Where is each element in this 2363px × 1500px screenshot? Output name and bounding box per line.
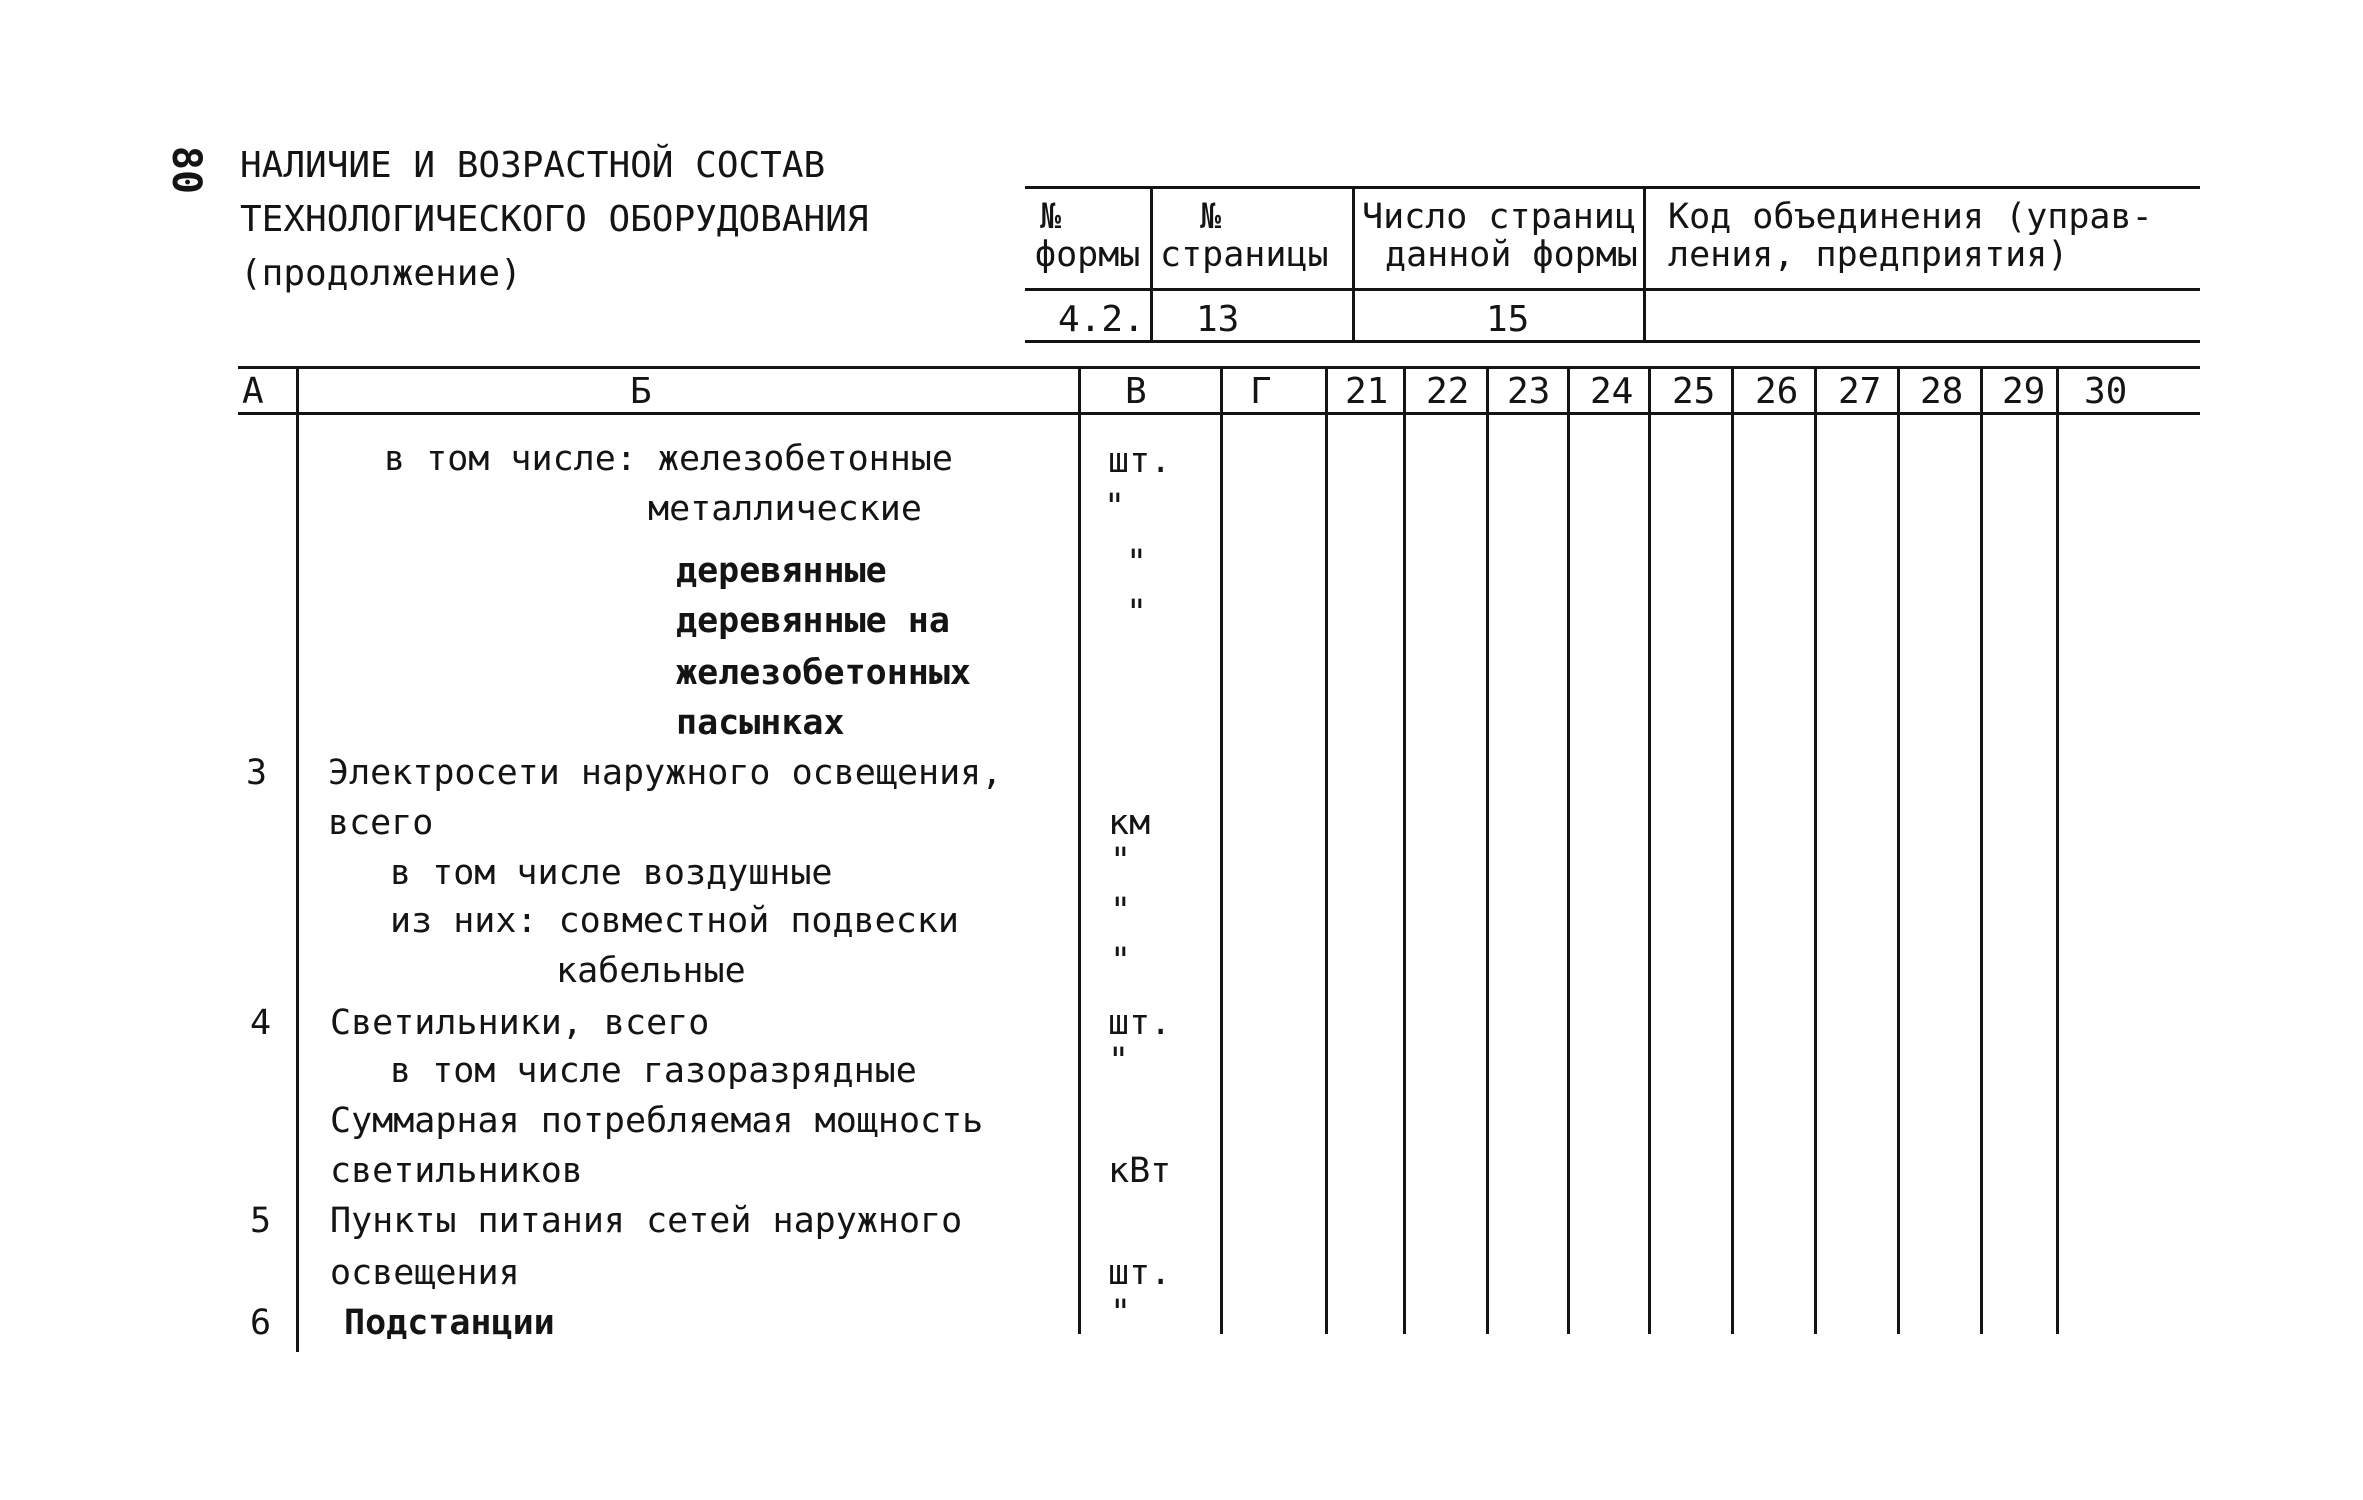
page-number: 80 <box>163 145 210 195</box>
org-code-label-1: Код объединения (управ- <box>1668 197 2153 237</box>
column-header-26: 26 <box>1755 371 1799 412</box>
column-header-22: 22 <box>1426 371 1470 412</box>
column-header-27: 27 <box>1838 371 1882 412</box>
column-header-21: 21 <box>1345 371 1389 412</box>
row-number: 3 <box>246 753 268 793</box>
column-header-v: В <box>1125 371 1147 412</box>
column-header-b: Б <box>630 371 652 412</box>
table-row-label: в том числе воздушные <box>390 853 833 893</box>
table-row-label: Светильники, всего <box>330 1003 710 1043</box>
title-line-3: (продолжение) <box>240 253 522 294</box>
table-row-label: освещения <box>330 1253 520 1293</box>
unit-cell: " <box>1126 543 1148 583</box>
table-row-label: в том числе газоразрядные <box>390 1051 917 1091</box>
table-row-label: всего <box>328 803 434 843</box>
table-row-label: деревянные на <box>676 601 950 641</box>
table-row-label: светильников <box>330 1151 583 1191</box>
unit-cell: " <box>1126 593 1148 633</box>
org-code-label-2: ления, предприятия) <box>1668 235 2069 275</box>
unit-cell: шт. <box>1108 1253 1172 1293</box>
form-number-value: 4.2. <box>1058 299 1145 340</box>
column-header-23: 23 <box>1507 371 1551 412</box>
title-line-2: ТЕХНОЛОГИЧЕСКОГО ОБОРУДОВАНИЯ <box>240 199 869 240</box>
table-row-label: Пункты питания сетей наружного <box>330 1201 963 1241</box>
table-row-label: Суммарная потребляемая мощность <box>330 1101 984 1141</box>
unit-cell: " <box>1110 841 1132 881</box>
page-count-label-1: Число страниц <box>1362 197 1636 237</box>
column-header-24: 24 <box>1590 371 1634 412</box>
page-number-value: 13 <box>1196 299 1240 340</box>
table-row-label: Электросети наружного освещения, <box>328 753 1003 793</box>
column-header-25: 25 <box>1672 371 1716 412</box>
column-header-30: 30 <box>2084 371 2128 412</box>
unit-cell: шт. <box>1108 441 1172 481</box>
unit-cell: " <box>1110 941 1132 981</box>
table-row-label: кабельные <box>556 951 746 991</box>
unit-cell: км <box>1108 803 1151 843</box>
table-row-label: деревянные <box>676 551 887 591</box>
row-number: 5 <box>250 1201 272 1241</box>
unit-cell: " <box>1110 1293 1132 1333</box>
table-row-label: металлические <box>648 489 922 529</box>
column-header-a: А <box>242 371 264 412</box>
form-number-label-1: № <box>1040 197 1062 237</box>
column-header-28: 28 <box>1920 371 1964 412</box>
unit-cell: " <box>1108 1041 1130 1081</box>
page-number-label-2: страницы <box>1160 235 1329 275</box>
table-row-label: Подстанции <box>344 1303 555 1343</box>
form-number-label-2: формы <box>1035 235 1141 275</box>
row-number: 4 <box>250 1003 272 1043</box>
page-count-value: 15 <box>1486 299 1530 340</box>
row-number: 6 <box>250 1303 272 1343</box>
unit-cell: " <box>1110 891 1132 931</box>
page-count-label-2: данной формы <box>1385 235 1638 275</box>
title-line-1: НАЛИЧИЕ И ВОЗРАСТНОЙ СОСТАВ <box>240 145 826 186</box>
table-row-label: из них: совместной подвески <box>390 901 959 941</box>
unit-cell: кВт <box>1108 1151 1172 1191</box>
table-row-label: в том числе: железобетонные <box>384 439 953 479</box>
page-number-label-1: № <box>1200 197 1222 237</box>
column-header-g: Г <box>1250 371 1272 412</box>
unit-cell: шт. <box>1108 1003 1172 1043</box>
table-row-label: пасынках <box>676 703 845 743</box>
table-row-label: железобетонных <box>676 653 972 693</box>
unit-cell: " <box>1104 487 1126 527</box>
column-header-29: 29 <box>2002 371 2046 412</box>
